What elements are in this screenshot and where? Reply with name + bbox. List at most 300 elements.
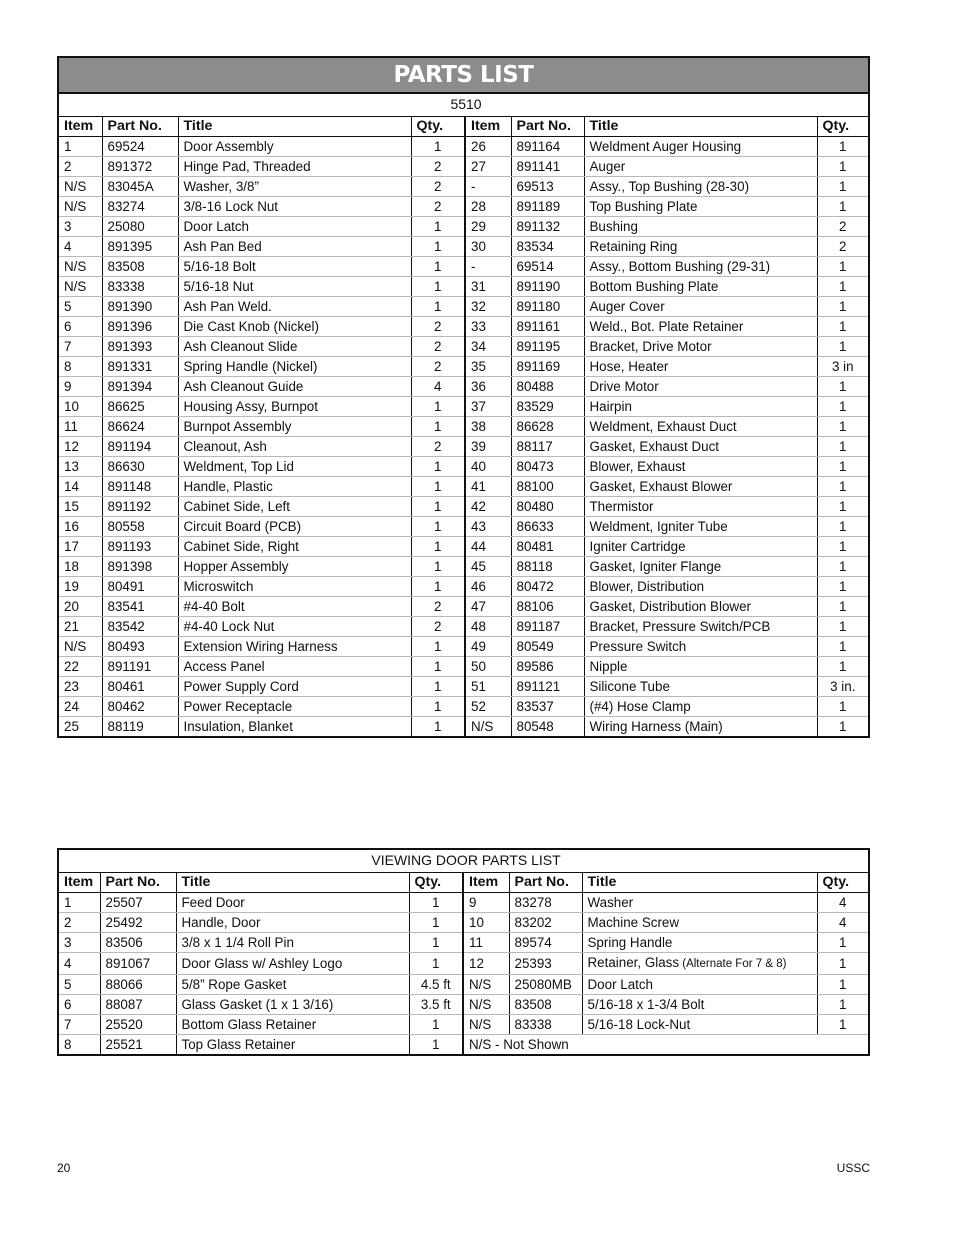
table-row <box>59 994 868 1014</box>
header-part-no: Part No. <box>100 872 176 892</box>
title-cell: Microswitch <box>178 576 411 596</box>
table-row <box>59 416 868 436</box>
parts-table <box>59 94 868 736</box>
part-no-cell: 83537 <box>511 696 584 716</box>
part-no-cell: 86630 <box>102 456 178 476</box>
qty-cell: 2 <box>411 176 465 196</box>
part-no-cell: 891193 <box>102 536 178 556</box>
table-row <box>59 1034 868 1054</box>
qty-cell: 1 <box>817 1014 868 1034</box>
part-no-cell: 891164 <box>511 136 584 156</box>
title-cell: (#4) Hose Clamp <box>584 696 817 716</box>
part-no-cell: 891169 <box>511 356 584 376</box>
qty-cell: 2 <box>411 156 465 176</box>
item-cell: 21 <box>59 616 102 636</box>
title-cell: Retainer, Glass (Alternate For 7 & 8) <box>582 952 817 974</box>
title-cell: Ash Cleanout Guide <box>178 376 411 396</box>
part-no-cell: 83541 <box>102 596 178 616</box>
item-cell: 13 <box>59 456 102 476</box>
qty-cell: 3.5 ft <box>409 994 463 1014</box>
item-cell: N/S <box>463 974 509 994</box>
qty-cell: 2 <box>817 236 868 256</box>
title-cell: Assy., Top Bushing (28-30) <box>584 176 817 196</box>
viewing-door-section <box>57 848 870 1056</box>
footnote: N/S - Not Shown <box>463 1034 868 1054</box>
title-cell: Ash Pan Weld. <box>178 296 411 316</box>
title-cell: Top Bushing Plate <box>584 196 817 216</box>
title-cell: Igniter Cartridge <box>584 536 817 556</box>
table-row <box>59 316 868 336</box>
title-cell: 5/16-18 Lock-Nut <box>582 1014 817 1034</box>
part-no-cell: 83338 <box>509 1014 582 1034</box>
title-cell: Gasket, Exhaust Blower <box>584 476 817 496</box>
item-cell: N/S <box>59 636 102 656</box>
qty-cell: 1 <box>411 276 465 296</box>
qty-cell: 4.5 ft <box>409 974 463 994</box>
title-cell: Cleanout, Ash <box>178 436 411 456</box>
qty-cell: 1 <box>817 616 868 636</box>
part-no-cell: 80548 <box>511 716 584 736</box>
title-cell: Spring Handle (Nickel) <box>178 356 411 376</box>
part-no-cell: 891194 <box>102 436 178 456</box>
title-cell: Burnpot Assembly <box>178 416 411 436</box>
table-row <box>59 516 868 536</box>
title-cell: Cabinet Side, Right <box>178 536 411 556</box>
part-no-cell: 88119 <box>102 716 178 736</box>
part-no-cell: 891161 <box>511 316 584 336</box>
item-cell: 30 <box>465 236 511 256</box>
part-no-cell: 25520 <box>100 1014 176 1034</box>
item-cell: 43 <box>465 516 511 536</box>
qty-cell: 1 <box>411 656 465 676</box>
item-cell: N/S <box>59 256 102 276</box>
part-no-cell: 25080MB <box>509 974 582 994</box>
item-cell: 14 <box>59 476 102 496</box>
title-cell: Assy., Bottom Bushing (29-31) <box>584 256 817 276</box>
part-no-cell: 891372 <box>102 156 178 176</box>
item-cell: 19 <box>59 576 102 596</box>
item-cell: 24 <box>59 696 102 716</box>
item-cell: 3 <box>59 216 102 236</box>
title-cell: Drive Motor <box>584 376 817 396</box>
table-row <box>59 136 868 156</box>
item-cell: 45 <box>465 556 511 576</box>
title-cell: Hose, Heater <box>584 356 817 376</box>
item-cell: 41 <box>465 476 511 496</box>
qty-cell: 1 <box>817 556 868 576</box>
title-cell: Bushing <box>584 216 817 236</box>
parts-list-title: PARTS LIST <box>393 62 534 88</box>
part-no-cell: 80488 <box>511 376 584 396</box>
qty-cell: 4 <box>817 892 868 912</box>
part-no-cell: 83508 <box>102 256 178 276</box>
header-item: Item <box>465 116 511 136</box>
qty-cell: 1 <box>411 456 465 476</box>
title-cell: Gasket, Exhaust Duct <box>584 436 817 456</box>
item-cell: 12 <box>463 952 509 974</box>
part-no-cell: 80549 <box>511 636 584 656</box>
part-no-cell: 891395 <box>102 236 178 256</box>
part-no-cell: 80558 <box>102 516 178 536</box>
qty-cell: 1 <box>411 296 465 316</box>
qty-cell: 3 in. <box>817 676 868 696</box>
qty-cell: 1 <box>817 516 868 536</box>
retainer-alternate-note: (Alternate For 7 & 8) <box>679 957 787 970</box>
qty-cell: 1 <box>817 496 868 516</box>
part-no-cell: 891190 <box>511 276 584 296</box>
header-part-no: Part No. <box>509 872 582 892</box>
qty-cell: 1 <box>817 636 868 656</box>
header-part-no: Part No. <box>102 116 178 136</box>
qty-cell: 1 <box>411 676 465 696</box>
header-item: Item <box>59 872 100 892</box>
part-no-cell: 88118 <box>511 556 584 576</box>
part-no-cell: 88087 <box>100 994 176 1014</box>
part-no-cell: 25507 <box>100 892 176 912</box>
item-cell: 7 <box>59 1014 100 1034</box>
title-cell: Weldment, Exhaust Duct <box>584 416 817 436</box>
item-cell: 10 <box>59 396 102 416</box>
table-row <box>59 952 868 974</box>
item-cell: 50 <box>465 656 511 676</box>
part-no-cell: 86625 <box>102 396 178 416</box>
item-cell: 39 <box>465 436 511 456</box>
parts-table-body <box>59 94 868 736</box>
item-cell: 22 <box>59 656 102 676</box>
qty-cell: 1 <box>411 696 465 716</box>
header-qty: Qty. <box>409 872 463 892</box>
item-cell: 33 <box>465 316 511 336</box>
item-cell: 6 <box>59 316 102 336</box>
title-cell: Nipple <box>584 656 817 676</box>
qty-cell: 2 <box>411 356 465 376</box>
qty-cell: 1 <box>817 476 868 496</box>
qty-cell: 1 <box>817 296 868 316</box>
qty-cell: 1 <box>817 576 868 596</box>
table-row <box>59 912 868 932</box>
title-cell: 5/8” Rope Gasket <box>176 974 409 994</box>
qty-cell: 1 <box>411 236 465 256</box>
title-cell: 5/16-18 Nut <box>178 276 411 296</box>
qty-cell: 1 <box>409 932 463 952</box>
qty-cell: 1 <box>817 974 868 994</box>
table-row <box>59 336 868 356</box>
title-cell: Washer <box>582 892 817 912</box>
part-no-cell: 891398 <box>102 556 178 576</box>
title-cell: Feed Door <box>176 892 409 912</box>
qty-cell: 1 <box>411 256 465 276</box>
qty-cell: 1 <box>411 716 465 736</box>
qty-cell: 4 <box>817 912 868 932</box>
parts-list-section <box>57 56 870 738</box>
table-row <box>59 176 868 196</box>
item-cell: 17 <box>59 536 102 556</box>
item-cell: - <box>465 176 511 196</box>
part-no-cell: 83274 <box>102 196 178 216</box>
title-cell: Bottom Glass Retainer <box>176 1014 409 1034</box>
table-row <box>59 216 868 236</box>
item-cell: 52 <box>465 696 511 716</box>
item-cell: 6 <box>59 994 100 1014</box>
part-no-cell: 83534 <box>511 236 584 256</box>
model-number: 5510 <box>59 94 868 116</box>
title-cell: Bracket, Drive Motor <box>584 336 817 356</box>
item-cell: - <box>465 256 511 276</box>
item-cell: 26 <box>465 136 511 156</box>
header-qty: Qty. <box>817 116 868 136</box>
qty-cell: 1 <box>817 276 868 296</box>
qty-cell: 1 <box>409 912 463 932</box>
title-cell: Handle, Plastic <box>178 476 411 496</box>
table-row <box>59 236 868 256</box>
title-cell: Handle, Door <box>176 912 409 932</box>
title-cell: Blower, Exhaust <box>584 456 817 476</box>
item-cell: 8 <box>59 356 102 376</box>
part-no-cell: 891141 <box>511 156 584 176</box>
title-cell: Glass Gasket (1 x 1 3/16) <box>176 994 409 1014</box>
title-cell: Gasket, Igniter Flange <box>584 556 817 576</box>
qty-cell: 1 <box>817 456 868 476</box>
qty-cell: 1 <box>411 136 465 156</box>
qty-cell: 1 <box>817 536 868 556</box>
header-part-no: Part No. <box>511 116 584 136</box>
title-cell: Top Glass Retainer <box>176 1034 409 1054</box>
part-no-cell: 891331 <box>102 356 178 376</box>
part-no-cell: 80472 <box>511 576 584 596</box>
part-no-cell: 86633 <box>511 516 584 536</box>
title-cell: Door Assembly <box>178 136 411 156</box>
part-no-cell: 86628 <box>511 416 584 436</box>
table-row <box>59 636 868 656</box>
header-title: Title <box>178 116 411 136</box>
part-no-cell: 80462 <box>102 696 178 716</box>
item-cell: 5 <box>59 974 100 994</box>
parts-list-banner <box>59 58 868 94</box>
item-cell: 1 <box>59 136 102 156</box>
qty-cell: 1 <box>409 1034 463 1054</box>
title-cell: Ash Pan Bed <box>178 236 411 256</box>
part-no-cell: 80491 <box>102 576 178 596</box>
table-row <box>59 892 868 912</box>
part-no-cell: 89574 <box>509 932 582 952</box>
qty-cell: 1 <box>411 536 465 556</box>
table-row <box>59 476 868 496</box>
title-cell: Spring Handle <box>582 932 817 952</box>
item-cell: N/S <box>59 176 102 196</box>
title-cell: Hinge Pad, Threaded <box>178 156 411 176</box>
item-cell: N/S <box>59 276 102 296</box>
part-no-cell: 80493 <box>102 636 178 656</box>
item-cell: 34 <box>465 336 511 356</box>
qty-cell: 1 <box>411 496 465 516</box>
item-cell: 25 <box>59 716 102 736</box>
title-cell: Hairpin <box>584 396 817 416</box>
title-cell: Door Latch <box>582 974 817 994</box>
part-no-cell: 891396 <box>102 316 178 336</box>
item-cell: 9 <box>59 376 102 396</box>
qty-cell: 1 <box>817 196 868 216</box>
part-no-cell: 80461 <box>102 676 178 696</box>
part-no-cell: 891121 <box>511 676 584 696</box>
qty-cell: 1 <box>817 716 868 736</box>
part-no-cell: 89586 <box>511 656 584 676</box>
item-cell: N/S <box>465 716 511 736</box>
qty-cell: 1 <box>817 932 868 952</box>
qty-cell: 2 <box>411 196 465 216</box>
part-no-cell: 83278 <box>509 892 582 912</box>
table-row <box>59 576 868 596</box>
item-cell: 51 <box>465 676 511 696</box>
item-cell: 5 <box>59 296 102 316</box>
header-qty: Qty. <box>817 872 868 892</box>
item-cell: 7 <box>59 336 102 356</box>
item-cell: 8 <box>59 1034 100 1054</box>
title-cell: Ash Cleanout Slide <box>178 336 411 356</box>
item-cell: 11 <box>463 932 509 952</box>
part-no-cell: 83529 <box>511 396 584 416</box>
page-number: 20 <box>57 1161 71 1175</box>
item-cell: 36 <box>465 376 511 396</box>
qty-cell: 1 <box>817 994 868 1014</box>
table-header-row <box>59 116 868 136</box>
item-cell: 32 <box>465 296 511 316</box>
title-cell: 3/8-16 Lock Nut <box>178 196 411 216</box>
qty-cell: 1 <box>817 256 868 276</box>
table-header-row <box>59 872 868 892</box>
title-cell: 5/16-18 x 1-3/4 Bolt <box>582 994 817 1014</box>
qty-cell: 1 <box>817 176 868 196</box>
table-row <box>59 296 868 316</box>
part-no-cell: 891394 <box>102 376 178 396</box>
item-cell: 20 <box>59 596 102 616</box>
qty-cell: 1 <box>411 416 465 436</box>
title-cell: Door Latch <box>178 216 411 236</box>
item-cell: 46 <box>465 576 511 596</box>
part-no-cell: 80480 <box>511 496 584 516</box>
qty-cell: 1 <box>817 656 868 676</box>
title-cell: Weldment Auger Housing <box>584 136 817 156</box>
qty-cell: 1 <box>411 636 465 656</box>
qty-cell: 2 <box>411 596 465 616</box>
title-cell: Access Panel <box>178 656 411 676</box>
item-cell: 15 <box>59 496 102 516</box>
title-cell: Door Glass w/ Ashley Logo <box>176 952 409 974</box>
qty-cell: 1 <box>411 476 465 496</box>
title-cell: Weldment, Top Lid <box>178 456 411 476</box>
part-no-cell: 891067 <box>100 952 176 974</box>
qty-cell: 2 <box>817 216 868 236</box>
qty-cell: 1 <box>817 396 868 416</box>
part-no-cell: 891195 <box>511 336 584 356</box>
qty-cell: 1 <box>817 316 868 336</box>
item-cell: 10 <box>463 912 509 932</box>
title-cell: Cabinet Side, Left <box>178 496 411 516</box>
title-cell: Blower, Distribution <box>584 576 817 596</box>
model-caption-row <box>59 94 868 116</box>
qty-cell: 1 <box>817 952 868 974</box>
header-qty: Qty. <box>411 116 465 136</box>
viewing-door-table <box>59 850 868 1054</box>
qty-cell: 2 <box>411 316 465 336</box>
item-cell: 31 <box>465 276 511 296</box>
item-cell: 23 <box>59 676 102 696</box>
qty-cell: 1 <box>411 396 465 416</box>
title-cell: Auger <box>584 156 817 176</box>
item-cell: 48 <box>465 616 511 636</box>
title-cell: Gasket, Distribution Blower <box>584 596 817 616</box>
item-cell: 12 <box>59 436 102 456</box>
title-cell: Weldment, Igniter Tube <box>584 516 817 536</box>
part-no-cell: 891191 <box>102 656 178 676</box>
qty-cell: 1 <box>411 556 465 576</box>
table-row <box>59 656 868 676</box>
part-no-cell: 891393 <box>102 336 178 356</box>
qty-cell: 3 in <box>817 356 868 376</box>
part-no-cell: 25492 <box>100 912 176 932</box>
title-cell: Thermistor <box>584 496 817 516</box>
table-row <box>59 156 868 176</box>
part-no-cell: 83508 <box>509 994 582 1014</box>
table-row <box>59 196 868 216</box>
item-cell: 4 <box>59 952 100 974</box>
part-no-cell: 891148 <box>102 476 178 496</box>
title-cell: Pressure Switch <box>584 636 817 656</box>
header-title: Title <box>582 872 817 892</box>
table-row <box>59 536 868 556</box>
title-cell: Die Cast Knob (Nickel) <box>178 316 411 336</box>
item-cell: 3 <box>59 932 100 952</box>
item-cell: N/S <box>463 994 509 1014</box>
item-cell: 49 <box>465 636 511 656</box>
table-row <box>59 376 868 396</box>
part-no-cell: 891187 <box>511 616 584 636</box>
part-no-cell: 25080 <box>102 216 178 236</box>
item-cell: 47 <box>465 596 511 616</box>
table-row <box>59 456 868 476</box>
item-cell: 9 <box>463 892 509 912</box>
table-row <box>59 436 868 456</box>
qty-cell: 1 <box>817 436 868 456</box>
viewing-door-table-body <box>59 850 868 1054</box>
item-cell: 4 <box>59 236 102 256</box>
table-row <box>59 496 868 516</box>
part-no-cell: 891192 <box>102 496 178 516</box>
title-cell: Power Receptacle <box>178 696 411 716</box>
part-no-cell: 25393 <box>509 952 582 974</box>
item-cell: 1 <box>59 892 100 912</box>
title-cell: Bottom Bushing Plate <box>584 276 817 296</box>
footer-brand: USSC <box>836 1161 870 1175</box>
item-cell: 27 <box>465 156 511 176</box>
viewing-door-title: VIEWING DOOR PARTS LIST <box>59 850 868 872</box>
table-row <box>59 974 868 994</box>
qty-cell: 1 <box>817 156 868 176</box>
part-no-cell: 891189 <box>511 196 584 216</box>
table-row <box>59 396 868 416</box>
qty-cell: 2 <box>411 616 465 636</box>
part-no-cell: 86624 <box>102 416 178 436</box>
part-no-cell: 891132 <box>511 216 584 236</box>
part-no-cell: 80481 <box>511 536 584 556</box>
table-row <box>59 1014 868 1034</box>
part-no-cell: 88106 <box>511 596 584 616</box>
title-cell: #4-40 Lock Nut <box>178 616 411 636</box>
title-cell: Hopper Assembly <box>178 556 411 576</box>
table-row <box>59 556 868 576</box>
title-cell: Silicone Tube <box>584 676 817 696</box>
table-row <box>59 676 868 696</box>
title-cell: Bracket, Pressure Switch/PCB <box>584 616 817 636</box>
